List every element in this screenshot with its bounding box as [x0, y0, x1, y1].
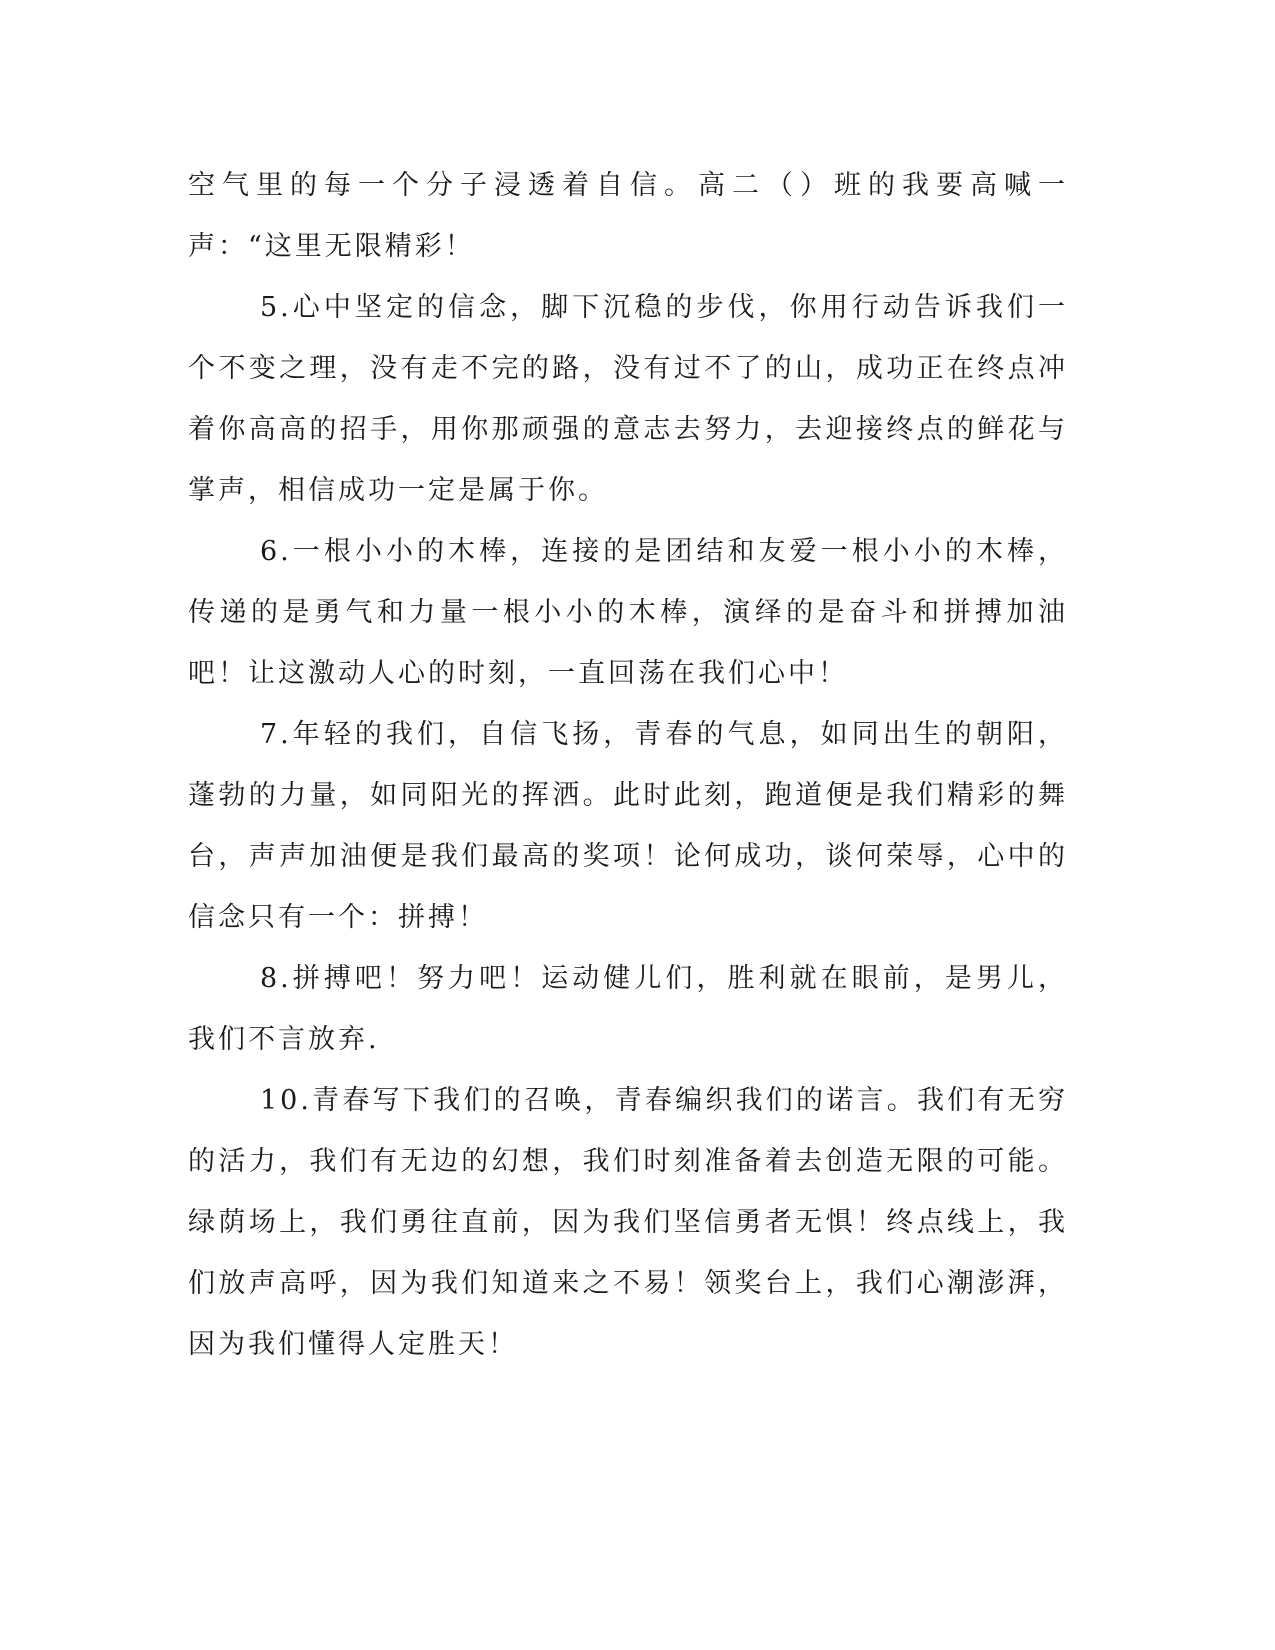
paragraph-intro: 空气里的每一个分子浸透着自信。高二（）班的我要高喊一声：“这里无限精彩！ [188, 170, 1068, 262]
paragraph-8: 8.拼搏吧！努力吧！运动健儿们，胜利就在眼前，是男儿，我们不言放弃. [188, 963, 1068, 1055]
paragraph-10: 10.青春写下我们的召唤，青春编织我们的诺言。我们有无穷的活力，我们有无边的幻想，我们时刻准备着去创造无限的可能。绿荫场上，我们勇往直前，因为我们坚信勇者无惧！终点线上，我们放声高呼，因为我们知道来之不易！领奖台上，我们心潮澎湃，因为我们懂得人定胜天！ [188, 1085, 1068, 1360]
paragraph-6: 6.一根小小的木棒，连接的是团结和友爱一根小小的木棒，传递的是勇气和力量一根小小的木棒，演绎的是奋斗和拼搏加油吧！让这激动人心的时刻，一直回荡在我们心中！ [188, 536, 1068, 689]
document-body [188, 155, 1068, 1375]
paragraph-5: 5.心中坚定的信念，脚下沉稳的步伐，你用行动告诉我们一个不变之理，没有走不完的路，没有过不了的山，成功正在终点冲着你高高的招手，用你那顽强的意志去努力，去迎接终点的鲜花与掌声，相信成功一定是属于你。 [188, 292, 1068, 506]
paragraph-7: 7.年轻的我们，自信飞扬，青春的气息，如同出生的朝阳，蓬勃的力量，如同阳光的挥洒。此时此刻，跑道便是我们精彩的舞台，声声加油便是我们最高的奖项！论何成功，谈何荣辱，心中的信念只有一个：拼搏！ [188, 719, 1068, 933]
